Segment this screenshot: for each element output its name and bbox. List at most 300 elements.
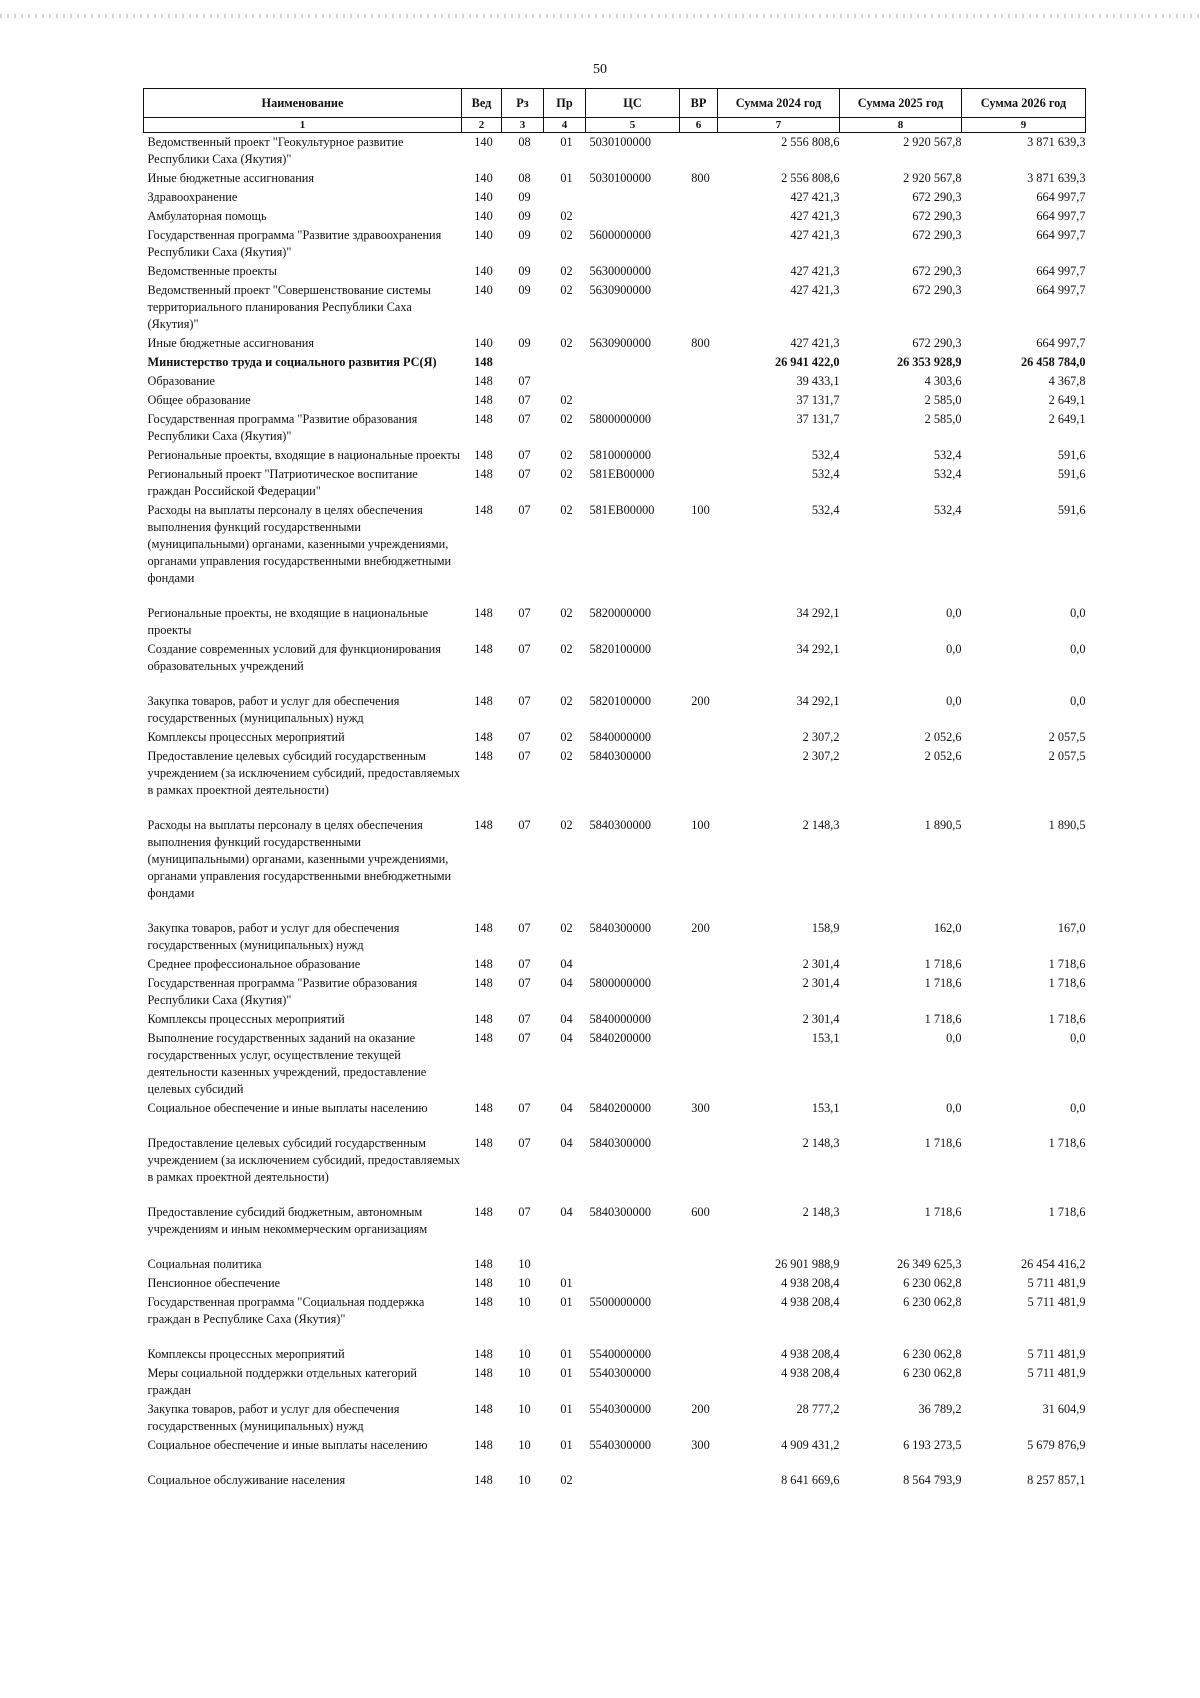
cell-name: Региональные проекты, не входящие в национальные проекты [147,606,429,637]
cell-ved: 148 [474,1295,493,1309]
cell-sum-2024: 37 131,7 [796,412,840,426]
cell-pr: 04 [560,1205,573,1219]
cell-sum-2025: 6 193 273,5 [903,1438,962,1452]
cell-name: Ведомственный проект "Геокультурное развитие Республики Саха (Якутия)" [147,135,404,166]
cell-name: Выполнение государственных заданий на оказание государственных услуг, осуществление текущей деятельности казенных учреждений, предоставление целевых субсидий [147,1031,427,1096]
cell-pr: 02 [560,412,573,426]
cell-rz: 07 [518,393,531,407]
cell-sum-2026: 5 679 876,9 [1027,1438,1086,1452]
cell-pr: 02 [560,642,573,656]
cell-ved: 140 [474,264,493,278]
cell-vr [680,133,718,170]
cell-ved: 148 [474,1136,493,1150]
cell-vr [680,1029,718,1099]
cell-sum-2024: 2 148,3 [802,818,840,832]
column-number: 2 [462,118,502,133]
cell-ved: 140 [474,190,493,204]
header-name: Наименование [144,89,462,118]
cell-cs: 5840300000 [589,1136,651,1150]
cell-sum-2025: 1 890,5 [924,818,962,832]
table-row [144,133,1086,170]
cell-ved: 140 [474,135,493,149]
cell-vr [680,974,718,1010]
header-vr: ВР [680,89,718,118]
cell-sum-2025: 2 052,6 [924,749,962,763]
cell-sum-2024: 2 556 808,6 [781,171,840,185]
cell-sum-2025: 1 718,6 [924,1205,962,1219]
cell-sum-2024: 532,4 [811,503,840,517]
cell-name: Закупка товаров, работ и услуг для обеспечения государственных (муниципальных) нужд [147,694,400,725]
cell-pr [544,1255,586,1274]
header-pr: Пр [544,89,586,118]
cell-rz: 07 [518,1012,531,1026]
cell-name: Расходы на выплаты персоналу в целях обеспечения выполнения функций государственными (муниципальными) органами, казенными учреждениями, органами управления государственными внебюджетными фондами [147,818,452,900]
cell-rz: 10 [518,1276,531,1290]
cell-ved: 140 [474,209,493,223]
cell-cs: 5030100000 [589,135,651,149]
cell-name: Образование [147,374,215,388]
header-sum-2026: Сумма 2026 год [962,89,1086,118]
cell-sum-2024: 427 421,3 [790,336,840,350]
cell-sum-2026: 5 711 481,9 [1027,1366,1086,1380]
cell-vr [680,640,718,692]
cell-pr [544,353,586,372]
cell-cs: 581EB00000 [589,503,655,517]
cell-ved: 140 [474,336,493,350]
cell-sum-2024: 2 307,2 [802,749,840,763]
cell-rz: 08 [518,171,531,185]
cell-pr: 01 [560,1276,573,1290]
cell-rz: 10 [518,1402,531,1416]
cell-name: Региональные проекты, входящие в национальные проекты [147,448,460,462]
cell-pr: 02 [560,467,573,481]
table-row [144,1029,1086,1099]
cell-sum-2024: 26 901 988,9 [774,1257,840,1271]
cell-ved: 148 [474,1402,493,1416]
cell-cs: 5540300000 [589,1366,651,1380]
column-number: 6 [680,118,718,133]
cell-rz: 07 [518,694,531,708]
cell-vr [680,372,718,391]
cell-cs: 5630900000 [589,336,651,350]
cell-pr: 01 [560,1366,573,1380]
cell-pr: 02 [560,694,573,708]
table-row [144,446,1086,465]
cell-vr: 600 [691,1205,710,1219]
header-sum-2024: Сумма 2024 год [718,89,840,118]
cell-sum-2025: 1 718,6 [924,1136,962,1150]
cell-cs [586,955,680,974]
column-number: 3 [502,118,544,133]
cell-name: Социальное обеспечение и иные выплаты населению [147,1438,428,1452]
cell-name: Расходы на выплаты персоналу в целях обеспечения выполнения функций государственными (муниципальными) органами, казенными учреждениями, органами управления государственными внебюджетными фондами [147,503,452,585]
table-row [144,1099,1086,1134]
cell-cs: 5810000000 [589,448,651,462]
cell-ved: 148 [474,1101,493,1115]
cell-name: Пенсионное обеспечение [147,1276,281,1290]
table-row [144,391,1086,410]
cell-sum-2026: 5 711 481,9 [1027,1295,1086,1309]
cell-vr [680,747,718,816]
cell-pr: 04 [560,1031,573,1045]
table-row [144,1203,1086,1255]
cell-ved: 148 [474,393,493,407]
page-number: 50 [593,62,607,77]
cell-vr [680,391,718,410]
cell-sum-2024: 2 307,2 [802,730,840,744]
cell-sum-2024: 26 941 422,0 [774,355,840,369]
cell-pr: 01 [560,135,573,149]
cell-pr: 01 [560,1438,573,1452]
cell-sum-2024: 28 777,2 [796,1402,840,1416]
cell-pr: 04 [560,1012,573,1026]
cell-vr [680,262,718,281]
cell-cs: 5820100000 [589,642,651,656]
cell-sum-2024: 2 148,3 [802,1136,840,1150]
cell-sum-2026: 591,6 [1057,448,1086,462]
cell-vr: 300 [691,1438,710,1452]
cell-name: Государственная программа "Развитие образования Республики Саха (Якутия)" [147,412,418,443]
cell-ved: 148 [474,1031,493,1045]
cell-sum-2025: 2 052,6 [924,730,962,744]
cell-rz: 07 [518,606,531,620]
cell-name: Комплексы процессных мероприятий [147,1012,345,1026]
cell-sum-2024: 2 301,4 [802,976,840,990]
cell-ved: 148 [474,730,493,744]
table-row [144,262,1086,281]
cell-pr [544,188,586,207]
cell-pr: 02 [560,503,573,517]
cell-sum-2025: 0,0 [946,694,962,708]
cell-cs: 5840300000 [589,818,651,832]
cell-ved: 148 [474,749,493,763]
cell-vr [680,1293,718,1345]
cell-name: Предоставление целевых субсидий государственным учреждением (за исключением субсидий, предоставляемых в рамках проектной деятельности) [147,1136,461,1184]
cell-sum-2025: 672 290,3 [912,190,962,204]
table-row [144,816,1086,919]
cell-sum-2024: 2 301,4 [802,957,840,971]
cell-rz: 07 [518,730,531,744]
cell-sum-2025: 532,4 [933,448,962,462]
scan-artifact [0,14,1200,18]
cell-ved: 148 [474,448,493,462]
cell-sum-2025: 6 230 062,8 [903,1295,962,1309]
cell-ved: 148 [474,976,493,990]
cell-cs: 5840200000 [589,1101,651,1115]
cell-rz: 07 [518,448,531,462]
table-row [144,728,1086,747]
cell-sum-2024: 34 292,1 [796,606,840,620]
cell-sum-2025: 1 718,6 [924,957,962,971]
cell-sum-2025: 532,4 [933,503,962,517]
cell-sum-2026: 31 604,9 [1042,1402,1086,1416]
table-row [144,226,1086,262]
cell-sum-2025: 672 290,3 [912,209,962,223]
cell-cs: 5540300000 [589,1438,651,1452]
cell-sum-2025: 0,0 [946,1031,962,1045]
cell-name: Ведомственные проекты [147,264,277,278]
cell-ved: 140 [474,283,493,297]
table-body [144,133,1086,1491]
cell-cs [586,391,680,410]
cell-rz: 07 [518,921,531,935]
cell-name: Амбулаторная помощь [147,209,267,223]
cell-sum-2025: 26 353 928,9 [896,355,962,369]
cell-sum-2024: 4 938 208,4 [781,1276,840,1290]
cell-ved: 148 [474,642,493,656]
cell-sum-2025: 8 564 793,9 [903,1473,962,1487]
header-cs: ЦС [586,89,680,118]
cell-cs: 5840000000 [589,1012,651,1026]
cell-cs: 5840300000 [589,749,651,763]
table-row [144,747,1086,816]
cell-cs: 5840200000 [589,1031,651,1045]
table-row [144,188,1086,207]
cell-sum-2024: 39 433,1 [796,374,840,388]
cell-name: Здравоохранение [147,190,238,204]
cell-sum-2026: 591,6 [1057,503,1086,517]
cell-cs: 5800000000 [589,412,651,426]
cell-sum-2026: 2 649,1 [1048,412,1086,426]
cell-sum-2026: 0,0 [1070,1031,1086,1045]
table-row [144,604,1086,640]
table-row [144,501,1086,604]
cell-pr: 02 [560,606,573,620]
table-row [144,1345,1086,1364]
cell-vr [680,1471,718,1490]
cell-name: Комплексы процессных мероприятий [147,730,345,744]
cell-vr: 800 [691,171,710,185]
cell-vr: 300 [691,1101,710,1115]
cell-ved: 148 [474,1366,493,1380]
table-row [144,169,1086,188]
column-number: 1 [144,118,462,133]
cell-name: Государственная программа "Развитие здравоохранения Республики Саха (Якутия)" [147,228,442,259]
cell-sum-2026: 5 711 481,9 [1027,1276,1086,1290]
cell-rz: 09 [518,283,531,297]
cell-pr: 02 [560,393,573,407]
cell-name: Социальное обслуживание населения [147,1473,346,1487]
cell-sum-2026: 664 997,7 [1036,190,1086,204]
table-row [144,692,1086,728]
cell-pr: 04 [560,957,573,971]
cell-sum-2026: 5 711 481,9 [1027,1347,1086,1361]
cell-sum-2024: 532,4 [811,448,840,462]
cell-ved: 148 [474,1276,493,1290]
table-row [144,1255,1086,1274]
cell-vr [680,1274,718,1293]
budget-table [143,88,1086,1490]
cell-sum-2024: 427 421,3 [790,228,840,242]
cell-cs: 5630900000 [589,283,651,297]
cell-sum-2024: 34 292,1 [796,642,840,656]
cell-cs: 5540000000 [589,1347,651,1361]
cell-cs [586,372,680,391]
cell-pr: 04 [560,1136,573,1150]
cell-pr: 02 [560,283,573,297]
cell-ved: 148 [474,1438,493,1452]
table-row [144,1293,1086,1345]
table-row [144,1134,1086,1203]
cell-sum-2026: 1 718,6 [1048,1012,1086,1026]
cell-pr: 02 [560,818,573,832]
cell-sum-2026: 26 454 416,2 [1020,1257,1086,1271]
cell-rz: 10 [518,1366,531,1380]
cell-name: Государственная программа "Социальная поддержка граждан в Республике Саха (Якутия)" [147,1295,425,1326]
cell-pr: 02 [560,1473,573,1487]
cell-name: Социальное обеспечение и иные выплаты населению [147,1101,428,1115]
cell-sum-2024: 34 292,1 [796,694,840,708]
cell-vr [680,281,718,334]
table-row [144,353,1086,372]
cell-rz: 10 [518,1257,531,1271]
cell-pr: 02 [560,336,573,350]
cell-cs [586,1471,680,1490]
cell-rz: 07 [518,374,531,388]
table-row [144,410,1086,446]
cell-pr: 01 [560,1347,573,1361]
cell-name: Комплексы процессных мероприятий [147,1347,345,1361]
cell-sum-2026: 167,0 [1057,921,1086,935]
cell-sum-2025: 672 290,3 [912,228,962,242]
cell-pr: 04 [560,1101,573,1115]
cell-name: Региональный проект "Патриотическое воспитание граждан Российской Федерации" [147,467,418,498]
cell-sum-2024: 8 641 669,6 [781,1473,840,1487]
header-rz: Рз [502,89,544,118]
cell-sum-2026: 8 257 857,1 [1027,1473,1086,1487]
cell-vr [680,1010,718,1029]
table-row [144,1436,1086,1471]
cell-sum-2025: 4 303,6 [924,374,962,388]
cell-rz: 07 [518,976,531,990]
cell-ved: 148 [474,818,493,832]
cell-ved: 148 [474,467,493,481]
cell-rz: 07 [518,642,531,656]
cell-sum-2024: 427 421,3 [790,264,840,278]
table-row [144,372,1086,391]
cell-cs: 581EB00000 [589,467,655,481]
cell-vr [680,465,718,501]
cell-rz: 10 [518,1347,531,1361]
cell-sum-2026: 1 718,6 [1048,1136,1086,1150]
cell-sum-2026: 1 718,6 [1048,976,1086,990]
cell-sum-2024: 4 938 208,4 [781,1366,840,1380]
cell-ved: 140 [474,171,493,185]
cell-ved: 148 [474,374,493,388]
cell-name: Министерство труда и социального развития РС(Я) [147,355,437,369]
cell-sum-2024: 153,1 [811,1031,840,1045]
cell-vr [680,728,718,747]
cell-rz: 07 [518,818,531,832]
cell-name: Иные бюджетные ассигнования [147,336,315,350]
cell-name: Создание современных условий для функционирования образовательных учреждений [147,642,441,673]
cell-sum-2024: 37 131,7 [796,393,840,407]
cell-sum-2025: 672 290,3 [912,264,962,278]
table-row [144,919,1086,955]
cell-vr [680,207,718,226]
cell-cs: 5840300000 [589,1205,651,1219]
cell-sum-2026: 4 367,8 [1048,374,1086,388]
cell-ved: 148 [474,1257,493,1271]
cell-sum-2025: 162,0 [933,921,962,935]
column-number: 9 [962,118,1086,133]
table-row [144,1274,1086,1293]
cell-rz: 07 [518,503,531,517]
cell-name: Меры социальной поддержки отдельных категорий граждан [147,1366,417,1397]
cell-ved: 148 [474,503,493,517]
cell-sum-2025: 1 718,6 [924,1012,962,1026]
cell-name: Общее образование [147,393,251,407]
cell-cs: 5500000000 [589,1295,651,1309]
cell-vr [680,1364,718,1400]
cell-rz: 07 [518,1205,531,1219]
cell-name: Иные бюджетные ассигнования [147,171,315,185]
header-ved: Вед [462,89,502,118]
cell-ved: 148 [474,412,493,426]
cell-ved: 148 [474,957,493,971]
cell-rz: 07 [518,1101,531,1115]
cell-sum-2026: 26 458 784,0 [1020,355,1086,369]
cell-sum-2025: 26 349 625,3 [896,1257,962,1271]
cell-ved: 148 [474,694,493,708]
cell-vr [680,226,718,262]
cell-ved: 148 [474,1012,493,1026]
cell-ved: 148 [474,355,493,369]
cell-name: Государственная программа "Развитие образования Республики Саха (Якутия)" [147,976,418,1007]
cell-rz: 07 [518,467,531,481]
cell-sum-2025: 0,0 [946,642,962,656]
cell-sum-2024: 4 938 208,4 [781,1347,840,1361]
cell-sum-2026: 0,0 [1070,606,1086,620]
cell-rz: 07 [518,1136,531,1150]
cell-vr [680,1255,718,1274]
cell-cs [586,1274,680,1293]
cell-vr: 200 [691,694,710,708]
cell-sum-2026: 591,6 [1057,467,1086,481]
cell-vr [680,446,718,465]
cell-sum-2026: 3 871 639,3 [1027,135,1086,149]
cell-sum-2025: 2 920 567,8 [903,171,962,185]
table-row [144,1400,1086,1436]
table-row [144,974,1086,1010]
cell-ved: 148 [474,1347,493,1361]
cell-sum-2026: 2 057,5 [1048,749,1086,763]
cell-rz: 10 [518,1473,531,1487]
cell-cs: 5600000000 [589,228,651,242]
cell-pr: 02 [560,264,573,278]
column-number: 7 [718,118,840,133]
cell-sum-2026: 1 890,5 [1048,818,1086,832]
cell-rz: 07 [518,957,531,971]
cell-sum-2026: 2 057,5 [1048,730,1086,744]
cell-sum-2024: 2 556 808,6 [781,135,840,149]
cell-sum-2024: 532,4 [811,467,840,481]
cell-sum-2026: 664 997,7 [1036,336,1086,350]
table-row [144,207,1086,226]
column-number-row [144,118,1086,133]
cell-name: Закупка товаров, работ и услуг для обеспечения государственных (муниципальных) нужд [147,921,400,952]
cell-cs: 5840000000 [589,730,651,744]
cell-sum-2024: 427 421,3 [790,190,840,204]
cell-pr: 02 [560,209,573,223]
cell-sum-2026: 3 871 639,3 [1027,171,1086,185]
cell-sum-2024: 427 421,3 [790,283,840,297]
cell-cs [586,207,680,226]
cell-sum-2024: 2 301,4 [802,1012,840,1026]
cell-pr: 01 [560,1402,573,1416]
cell-cs: 5540300000 [589,1402,651,1416]
cell-cs [586,353,680,372]
